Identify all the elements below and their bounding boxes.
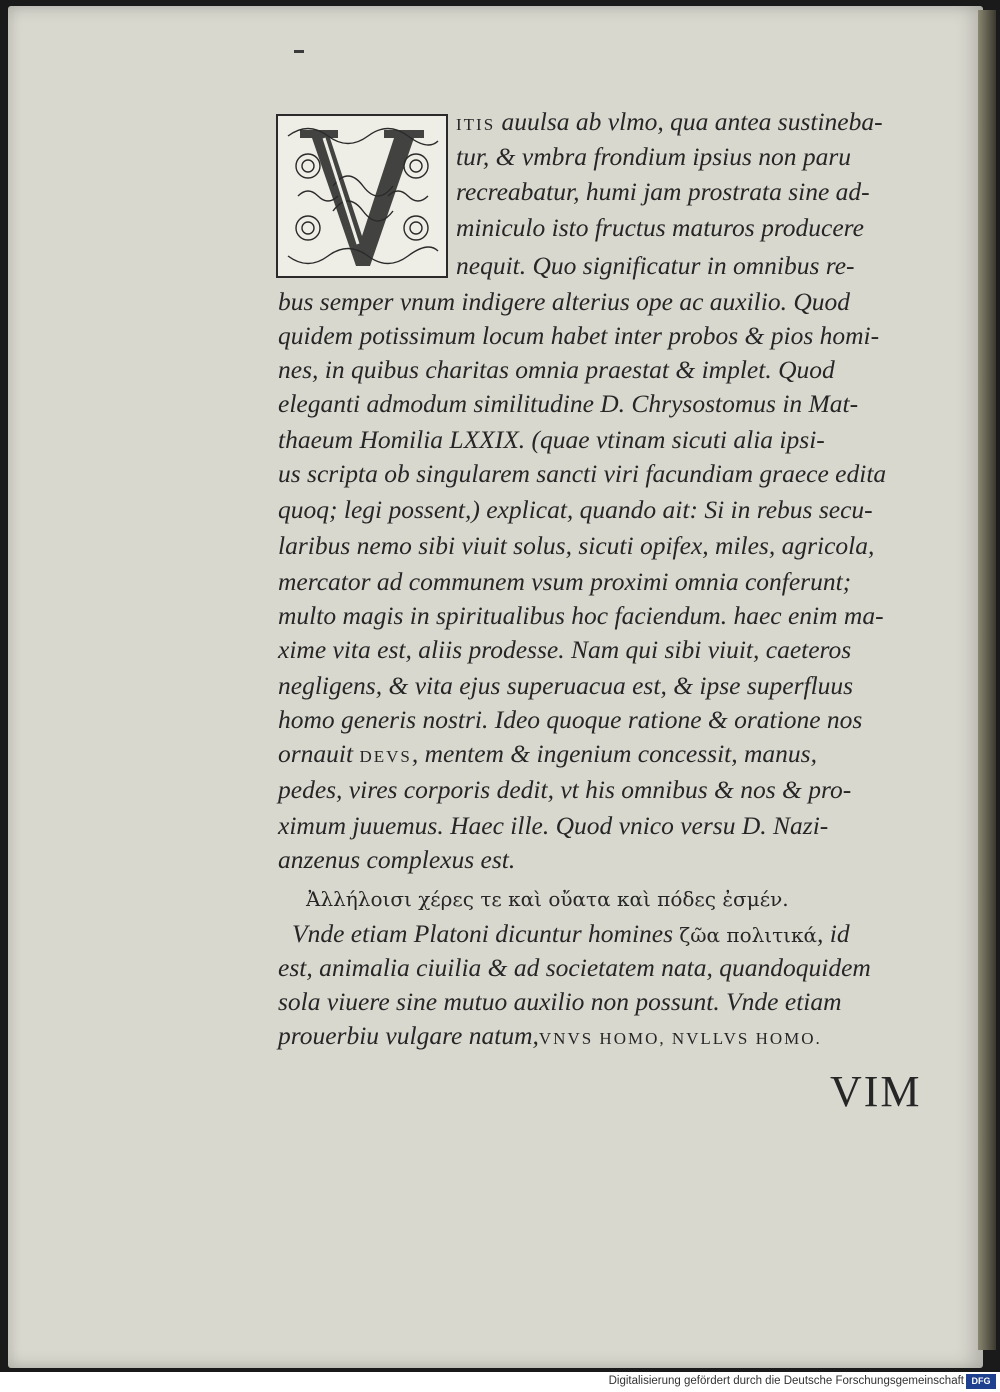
text-line: pedes, vires corporis dedit, vt his omnibus & nos & pro- [278,775,852,804]
text-line: recreabatur, humi jam prostrata sine ad- [456,177,870,206]
page-edge [978,10,996,1350]
text-line: eleganti admodum similitudine D. Chrysostomus in Mat- [278,389,859,418]
text-line: negligens, & vita ejus superuacua est, & ipse superfluus [278,671,854,700]
catchword: VIM [830,1067,922,1116]
dfg-logo: DFG [966,1374,996,1389]
decorated-initial [276,114,448,278]
text-line: est, animalia ciuilia & ad societatem nata, quandoquidem [278,953,871,982]
text-line: multo magis in spiritualibus hoc faciendum. haec enim ma- [278,601,884,630]
text-line: xime vita est, aliis prodesse. Nam qui sibi viuit, caeteros [278,635,852,664]
greek-verse: Ἀλλήλοισι χέρες τε καὶ οὔατα καὶ πόδες ἐσμέν. [306,887,789,911]
book-page [8,6,983,1368]
text-line: quidem potissimum locum habet inter probos & pios homi- [278,321,880,350]
text-line: nequit. Quo significatur in omnibus re- [456,251,855,280]
text-line: ornauit DEVS, mentem & ingenium concessit, manus, [278,739,817,768]
text-line: Vnde etiam Platoni dicuntur homines ζῶα πολιτικά, id [292,919,850,948]
text-line: mercator ad communem vsum proximi omnia conferunt; [278,567,852,596]
text-line: sola viuere sine mutuo auxilio non possunt. Vnde etiam [278,987,842,1016]
text-line: us scripta ob singularem sancti viri facundiam graece edita [278,459,887,488]
footer-credit: Digitalisierung gefördert durch die Deutsche Forschungsgemeinschaft [608,1375,964,1387]
text-line: nes, in quibus charitas omnia praestat & implet. Quod [278,355,835,384]
text-line: miniculo isto fructus maturos producere [456,213,864,242]
text-line: ximum juuemus. Haec ille. Quod vnico versu D. Nazi- [278,811,829,840]
text-line: laribus nemo sibi viuit solus, sicuti opifex, miles, agricola, [278,531,875,560]
text-line: anzenus complexus est. [278,845,516,874]
text-line: homo generis nostri. Ideo quoque ratione & oratione nos [278,705,863,734]
text-line: quoq; legi possent,) explicat, quando ait: Si in rebus secu- [278,495,873,524]
text-line: thaeum Homilia LXXIX. (quae vtinam sicuti alia ipsi- [278,425,825,454]
text-line: bus semper vnum indigere alterius ope ac auxilio. Quod [278,287,851,316]
footer-bar [0,1372,1000,1392]
page-mark [294,50,304,53]
text-line: tur, & vmbra frondium ipsius non paru [456,142,852,171]
text-line: prouerbiu vulgare natum,VNVS HOMO, NVLLVS HOMO. [278,1021,822,1050]
text-line: ITIS auulsa ab vlmo, qua antea sustineba- [456,107,883,136]
